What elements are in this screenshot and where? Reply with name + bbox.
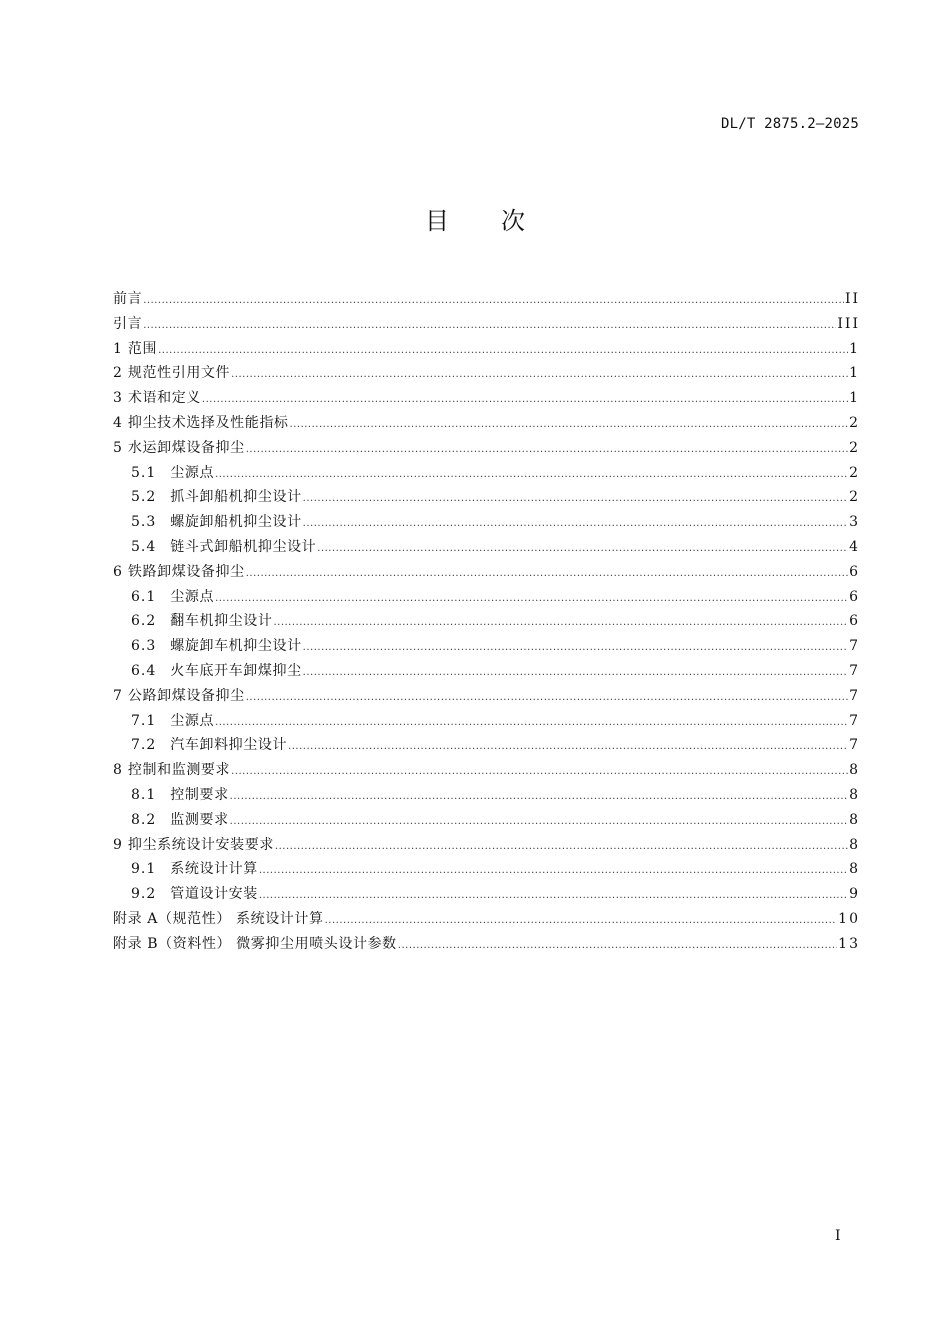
toc-dot-leader bbox=[158, 339, 848, 364]
toc-entry-text: 链斗式卸船机抑尘设计 bbox=[170, 538, 317, 555]
toc-dot-leader bbox=[246, 438, 848, 463]
toc-entry-page: 1 bbox=[849, 340, 860, 357]
toc-entry-text: 抓斗卸船机抑尘设计 bbox=[170, 489, 302, 506]
toc-entry-page: 2 bbox=[849, 414, 860, 431]
toc-entry-number: 9 bbox=[113, 836, 122, 853]
toc-entry-number: 5 bbox=[113, 439, 122, 456]
toc-entry-number: 9.2 bbox=[131, 886, 157, 903]
toc-entry-page: 4 bbox=[849, 538, 860, 555]
toc-dot-leader bbox=[230, 810, 848, 835]
toc-entry[interactable] bbox=[113, 386, 860, 411]
toc-entry-text: 公路卸煤设备抑尘 bbox=[127, 687, 245, 704]
toc-entry[interactable] bbox=[113, 361, 860, 386]
toc-dot-leader bbox=[215, 587, 848, 612]
toc-entry[interactable] bbox=[113, 560, 860, 585]
toc-entry-page: 6 bbox=[849, 563, 860, 580]
toc-entry-text: 管道设计安装 bbox=[170, 886, 258, 903]
toc-entry-page: 7 bbox=[849, 712, 860, 729]
toc-entry-number: 7.2 bbox=[131, 737, 157, 754]
toc-entry[interactable] bbox=[113, 932, 860, 957]
toc-entry-number: 6.4 bbox=[131, 662, 157, 679]
toc-entry-number: 6.3 bbox=[131, 638, 157, 655]
toc-dot-leader bbox=[215, 463, 848, 488]
toc-entry-text: 火车底开车卸煤抑尘 bbox=[170, 662, 302, 679]
toc-dot-leader bbox=[303, 636, 848, 661]
toc-entry-number: 6 bbox=[113, 563, 122, 580]
toc-entry-page: 1 bbox=[849, 390, 860, 407]
toc-entry-page: 2 bbox=[849, 439, 860, 456]
toc-entry-text: 引言 bbox=[113, 315, 143, 332]
toc-entry[interactable] bbox=[113, 609, 860, 634]
toc-entry-text: 控制和监测要求 bbox=[127, 762, 231, 779]
toc-entry-page: 7 bbox=[849, 687, 860, 704]
toc-entry[interactable] bbox=[113, 634, 860, 659]
toc-dot-leader bbox=[259, 884, 848, 909]
toc-entry-text: 尘源点 bbox=[170, 464, 215, 481]
toc-entry-page: 8 bbox=[849, 861, 860, 878]
document-code: DL/T 2875.2—2025 bbox=[720, 116, 859, 132]
toc-entry-number: 5.3 bbox=[131, 514, 157, 531]
toc-entry-number: 5.1 bbox=[131, 464, 157, 481]
toc-entry[interactable] bbox=[113, 287, 860, 312]
toc-dot-leader bbox=[215, 711, 848, 736]
toc-dot-leader bbox=[325, 909, 838, 934]
toc-entry-number: 8.1 bbox=[131, 786, 157, 803]
toc-dot-leader bbox=[290, 413, 849, 438]
toc-dot-leader bbox=[303, 512, 848, 537]
toc-entry-text: 范围 bbox=[127, 340, 158, 357]
toc-entry-text: 尘源点 bbox=[170, 588, 215, 605]
toc-entry-number: 2 bbox=[113, 365, 122, 382]
toc-entry[interactable] bbox=[113, 461, 860, 486]
toc-entry-number: 5.4 bbox=[131, 538, 157, 555]
toc-entry[interactable] bbox=[113, 684, 860, 709]
toc-entry-text: 术语和定义 bbox=[127, 390, 201, 407]
toc-entry-page: II bbox=[844, 291, 860, 307]
toc-entry-text: 系统设计计算 bbox=[170, 861, 258, 878]
toc-entry-text: 尘源点 bbox=[170, 712, 215, 729]
toc-dot-leader bbox=[231, 760, 848, 785]
toc-entry[interactable] bbox=[113, 436, 860, 461]
toc-entry-text: 监测要求 bbox=[170, 811, 229, 828]
toc-entry-number: 8.2 bbox=[131, 811, 157, 828]
toc-entry[interactable] bbox=[113, 312, 860, 337]
toc-entry-number: 7 bbox=[113, 687, 122, 704]
toc-entry-text: 规范性引用文件 bbox=[127, 365, 231, 382]
toc-entry-page: 2 bbox=[849, 464, 860, 481]
toc-entry-page: 7 bbox=[849, 737, 860, 754]
toc-entry-number: 5.2 bbox=[131, 489, 157, 506]
toc-dot-leader bbox=[259, 859, 848, 884]
toc-entry[interactable] bbox=[113, 709, 860, 734]
toc-entry-text: 抑尘系统设计安装要求 bbox=[127, 836, 274, 853]
toc-entry-page: 6 bbox=[849, 588, 860, 605]
toc-entry[interactable] bbox=[113, 808, 860, 833]
toc-entry[interactable] bbox=[113, 733, 860, 758]
toc-entry-page: 8 bbox=[849, 811, 860, 828]
toc-entry-number: 9.1 bbox=[131, 861, 157, 878]
toc-entry-text: 控制要求 bbox=[170, 786, 229, 803]
toc-entry[interactable] bbox=[113, 510, 860, 535]
toc-entry[interactable] bbox=[113, 882, 860, 907]
toc-entry-text: 附录 B（资料性） 微雾抑尘用喷头设计参数 bbox=[113, 935, 397, 952]
toc-entry-text: 汽车卸料抑尘设计 bbox=[170, 737, 288, 754]
toc-dot-leader bbox=[303, 487, 848, 512]
toc-entry-page: 3 bbox=[849, 514, 860, 531]
toc-entry[interactable] bbox=[113, 585, 860, 610]
page-number: I bbox=[835, 1228, 841, 1244]
toc-entry[interactable] bbox=[113, 758, 860, 783]
toc-dot-leader bbox=[246, 686, 848, 711]
toc-entry-page: 10 bbox=[838, 910, 860, 927]
toc-entry-number: 8 bbox=[113, 762, 122, 779]
toc-entry-text: 螺旋卸车机抑尘设计 bbox=[170, 638, 302, 655]
toc-entry[interactable] bbox=[113, 907, 860, 932]
toc-title: 目次 bbox=[425, 207, 577, 235]
toc-entry-page: 13 bbox=[838, 935, 860, 952]
toc-entry[interactable] bbox=[113, 659, 860, 684]
toc-list bbox=[113, 287, 860, 957]
toc-entry[interactable] bbox=[113, 485, 860, 510]
toc-entry-number: 1 bbox=[113, 340, 122, 357]
toc-entry-text: 水运卸煤设备抑尘 bbox=[127, 439, 245, 456]
toc-entry-page: 1 bbox=[849, 365, 860, 382]
toc-entry[interactable] bbox=[113, 411, 860, 436]
toc-entry[interactable] bbox=[113, 857, 860, 882]
toc-dot-leader bbox=[275, 835, 848, 860]
toc-entry-page: 8 bbox=[849, 836, 860, 853]
toc-entry-page: III bbox=[837, 315, 860, 332]
toc-entry-number: 6.2 bbox=[131, 613, 157, 630]
toc-dot-leader bbox=[317, 537, 848, 562]
toc-dot-leader bbox=[288, 735, 848, 760]
toc-entry-text: 螺旋卸船机抑尘设计 bbox=[170, 514, 302, 531]
toc-entry-number: 4 bbox=[113, 414, 122, 431]
toc-entry-page: 2 bbox=[849, 489, 860, 506]
toc-entry-page: 8 bbox=[849, 762, 860, 779]
toc-dot-leader bbox=[143, 289, 844, 314]
toc-dot-leader bbox=[143, 314, 836, 339]
toc-entry-number: 7.1 bbox=[131, 712, 157, 729]
toc-entry-text: 铁路卸煤设备抑尘 bbox=[127, 563, 245, 580]
toc-entry[interactable] bbox=[113, 783, 860, 808]
toc-entry-number: 3 bbox=[113, 390, 122, 407]
toc-entry-page: 9 bbox=[849, 886, 860, 903]
toc-dot-leader bbox=[202, 388, 848, 413]
toc-entry-text: 附录 A（规范性） 系统设计计算 bbox=[113, 910, 324, 927]
toc-entry-number: 6.1 bbox=[131, 588, 157, 605]
toc-entry[interactable] bbox=[113, 535, 860, 560]
toc-dot-leader bbox=[230, 785, 848, 810]
toc-dot-leader bbox=[231, 363, 848, 388]
toc-dot-leader bbox=[303, 661, 848, 686]
toc-entry-page: 7 bbox=[849, 638, 860, 655]
toc-entry-text: 前言 bbox=[113, 291, 143, 307]
toc-dot-leader bbox=[246, 562, 848, 587]
toc-entry[interactable] bbox=[113, 337, 860, 362]
toc-entry-page: 7 bbox=[849, 662, 860, 679]
toc-entry-text: 翻车机抑尘设计 bbox=[170, 613, 273, 630]
toc-entry-page: 6 bbox=[849, 613, 860, 630]
toc-entry-text: 抑尘技术选择及性能指标 bbox=[127, 414, 289, 431]
toc-dot-leader bbox=[398, 934, 837, 959]
toc-dot-leader bbox=[273, 611, 848, 636]
toc-entry-page: 8 bbox=[849, 786, 860, 803]
toc-entry[interactable] bbox=[113, 833, 860, 858]
